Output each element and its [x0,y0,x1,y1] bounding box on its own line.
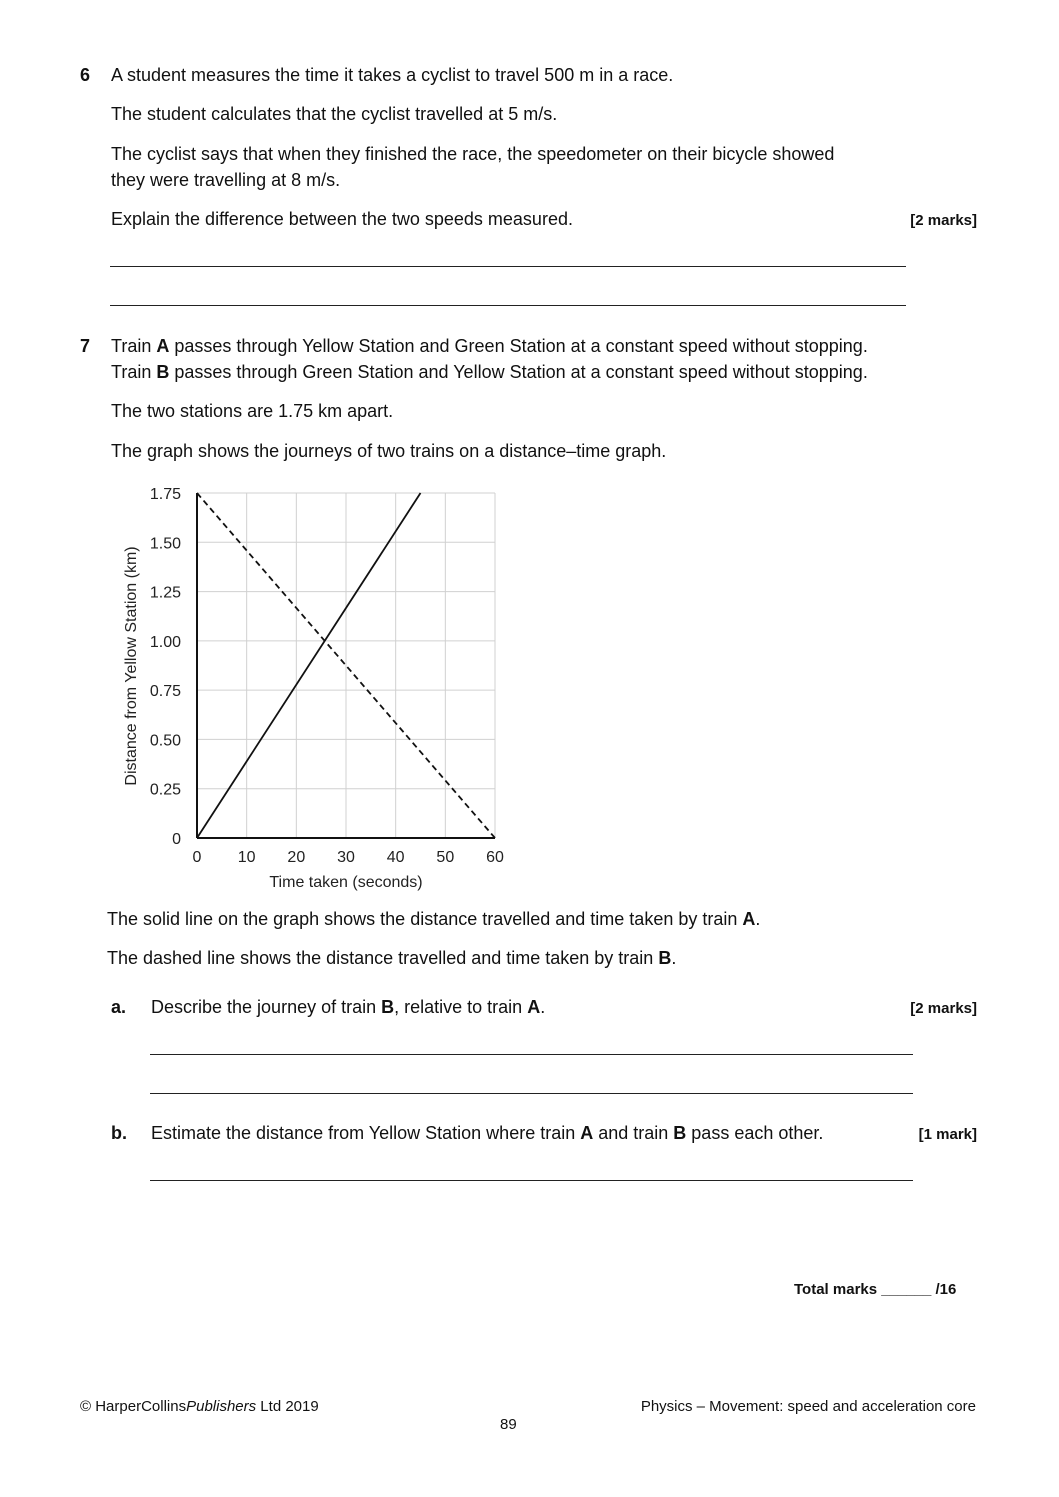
t: passes through Green Station and Yellow Station at a constant speed without stopping. [169,362,868,382]
y-tick-label: 0.25 [149,781,181,799]
y-tick-label: 0.75 [149,683,181,701]
x-tick-label: 50 [436,849,455,866]
q7-dashed-text [107,947,676,969]
x-tick-label: 10 [237,849,256,866]
part-a-marks: [2 marks] [910,1000,977,1017]
question-6-number: 6 [80,65,91,85]
part-a-label: a. [111,997,127,1017]
t: Train [111,336,157,356]
answer-line[interactable] [150,1180,913,1181]
x-tick-label: 60 [486,849,504,866]
y-tick-label: 0.50 [149,732,181,750]
total-marks: Total marks ______ /16 [794,1281,957,1298]
train-b: B [673,1123,687,1143]
t: pass each other. [686,1123,824,1143]
question-7-number: 7 [80,336,91,356]
answer-line[interactable] [150,1093,913,1094]
t: Ltd 2019 [256,1398,319,1415]
t: and train [593,1123,674,1143]
y-tick-label: 1.50 [149,535,181,553]
train-b: B [658,948,672,968]
x-tick-label: 20 [287,849,306,866]
t: Describe the journey of train [151,997,382,1017]
part-b-text [151,1122,823,1144]
train-b: B [156,362,170,382]
train-a: A [527,997,541,1017]
y-axis-label: Distance from Yellow Station (km) [123,546,140,786]
part-b-label: b. [111,1123,127,1143]
answer-line[interactable] [150,1054,913,1055]
y-tick-label: 0 [172,831,181,848]
q7-solid-text [107,908,760,930]
t: , relative to train [394,997,528,1017]
q7-text: The two stations are 1.75 km apart. [111,401,394,421]
x-tick-label: 30 [337,849,355,866]
q7-text: The graph shows the journeys of two trains on a distance–time graph. [111,441,667,461]
q6-marks: [2 marks] [910,212,977,229]
part-b-marks: [1 mark] [918,1126,977,1143]
train-b: B [381,997,395,1017]
copyright [80,1396,319,1418]
train-a: A [742,909,756,929]
page-number: 89 [500,1416,517,1433]
q6-prompt: Explain the difference between the two speeds measured. [111,209,573,229]
train-a-line [197,493,421,838]
y-tick-label: 1.25 [149,584,181,602]
t: Estimate the distance from Yellow Station where train [151,1123,581,1143]
t: Train [111,362,157,382]
t: passes through Yellow Station and Green Station at a constant speed without stopping. [169,336,868,356]
q6-text: The cyclist says that when they finished the race, the speedometer on their bicycle showed [111,144,835,164]
footer-title: Physics – Movement: speed and acceleration core [640,1398,976,1415]
q6-text: they were travelling at 8 m/s. [111,170,341,190]
t: The solid line on the graph shows the distance travelled and time taken by train [107,909,743,929]
x-tick-label: 40 [386,849,405,866]
t: Publishers [186,1398,257,1415]
t: © HarperCollins [80,1398,187,1415]
y-tick-label: 1.75 [149,486,181,503]
y-tick-label: 1.00 [149,633,181,651]
t: The dashed line shows the distance travelled and time taken by train [107,948,659,968]
x-axis-label: Time taken (seconds) [269,874,423,891]
t: . [671,948,677,968]
t: . [540,997,546,1017]
x-tick-label: 0 [192,849,202,866]
train-a: A [580,1123,594,1143]
part-a-text [151,996,545,1018]
train-a: A [156,336,170,356]
t: . [755,909,761,929]
q6-text: A student measures the time it takes a cyclist to travel 500 m in a race. [111,65,674,85]
q6-text: The student calculates that the cyclist travelled at 5 m/s. [111,104,558,124]
